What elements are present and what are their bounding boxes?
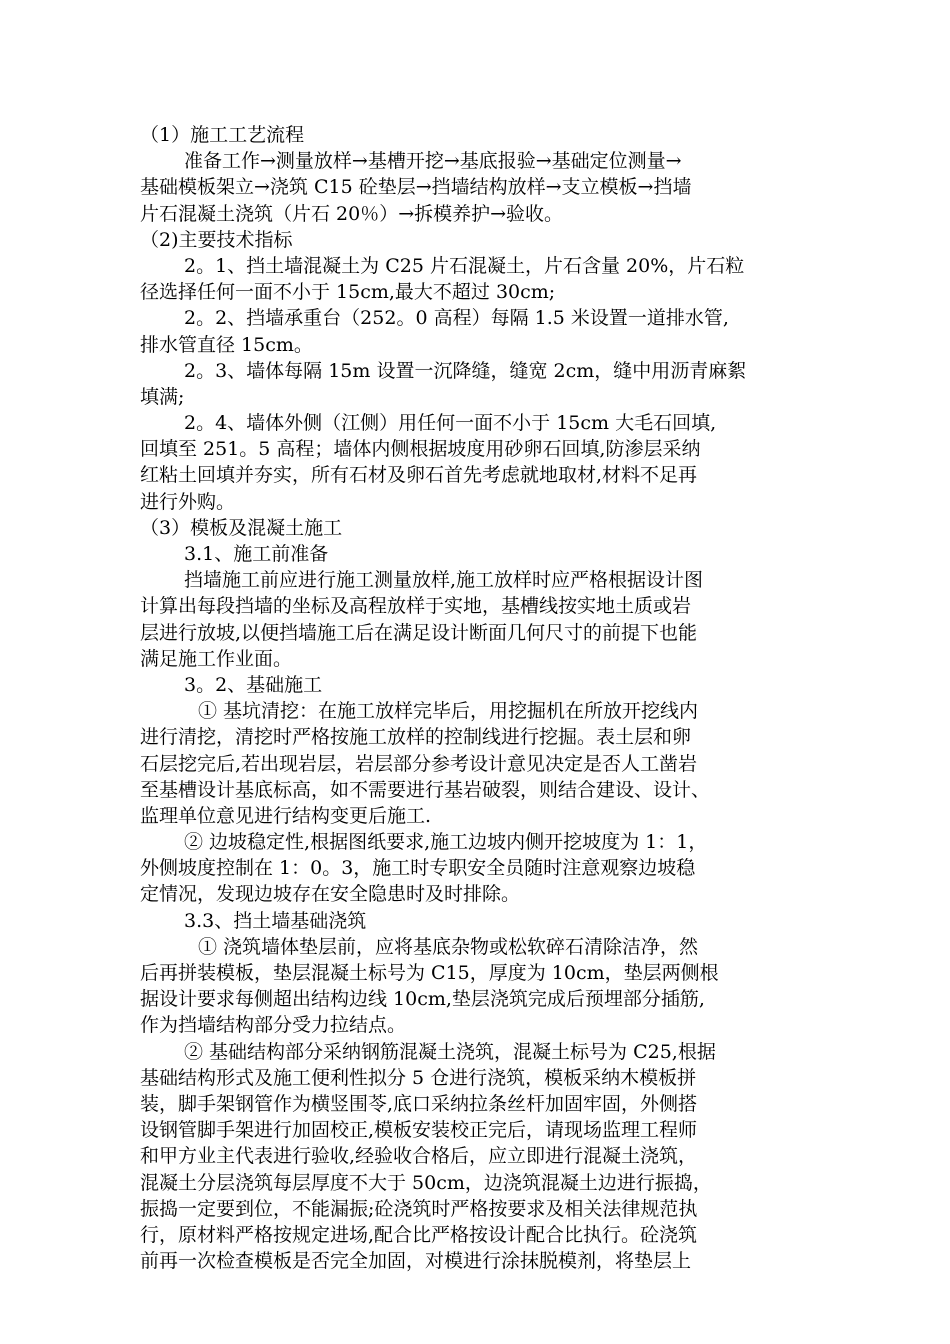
text-line: 据设计要求每侧超出结构边线 10cm,垫层浇筑完成后预埋部分插筋, <box>140 988 705 1011</box>
text-line: （3）模板及混凝土施工 <box>140 516 343 539</box>
text-line: 层进行放坡,以便挡墙施工后在满足设计断面几何尺寸的前提下也能 <box>140 621 698 644</box>
text-line: 监理单位意见进行结构变更后施工. <box>140 804 432 827</box>
text-line: 和甲方业主代表进行验收,经验收合格后，应立即进行混凝土浇筑， <box>140 1145 698 1168</box>
text-line: 基础结构形式及施工便利性拟分 5 仓进行浇筑，模板采纳木模板拼 <box>140 1066 697 1089</box>
text-line: 径选择任何一面不小于 15cm,最大不超过 30cm; <box>140 281 556 304</box>
text-line: 2。1、挡土墙混凝土为 C25 片石混凝土，片石含量 20%，片石粒 <box>184 254 745 277</box>
document-body <box>140 122 830 1274</box>
text-line: 进行外购。 <box>140 490 236 513</box>
text-line: 2。4、墙体外侧（江侧）用任何一面不小于 15cm 大毛石回填, <box>184 412 717 435</box>
text-line: 设钢管脚手架进行加固校正,模板安装校正完后，请现场监理工程师 <box>140 1119 698 1142</box>
text-line: （2)主要技术指标 <box>140 228 293 251</box>
text-line: ② 基础结构部分采纳钢筋混凝土浇筑，混凝土标号为 C25,根据 <box>184 1040 716 1063</box>
text-line: ② 边坡稳定性,根据图纸要求,施工边坡内侧开挖坡度为 1：1， <box>184 831 708 854</box>
text-line: 3.1、施工前准备 <box>184 543 329 565</box>
text-line: （1）施工工艺流程 <box>140 124 305 146</box>
text-line: 2。3、墙体每隔 15m 设置一沉降缝，缝宽 2cm，缝中用沥青麻絮 <box>184 359 747 382</box>
text-line: 石层挖完后,若出现岩层，岩层部分参考设计意见决定是否人工凿岩 <box>140 752 698 775</box>
text-line: 振捣一定要到位，不能漏振;砼浇筑时严格按要求及相关法律规范执 <box>140 1197 698 1220</box>
text-line: 3。2、基础施工 <box>184 673 323 696</box>
text-line: 排水管直径 15cm。 <box>140 333 313 356</box>
text-line: 后再拼装模板，垫层混凝土标号为 C15，厚度为 10cm，垫层两侧根 <box>140 962 719 984</box>
text-line: 回填至 251。5 高程；墙体内侧根据坡度用砂卵石回填,防渗层采纳 <box>140 438 701 461</box>
text-line: 计算出每段挡墙的坐标及高程放样于实地，基槽线按实地土质或岩 <box>140 595 692 618</box>
text-line: 行，原材料严格按规定进场,配合比严格按设计配合比执行。砼浇筑 <box>140 1223 698 1246</box>
text-line: ① 浇筑墙体垫层前，应将基底杂物或松软碎石清除洁净，然 <box>198 935 699 958</box>
text-line: 基础模板架立→浇筑 C15 砼垫层→挡墙结构放样→支立模板→挡墙 <box>140 176 692 199</box>
text-line: 外侧坡度控制在 1：0。3，施工时专职安全员随时注意观察边坡稳 <box>140 857 696 880</box>
text-line: 片石混凝土浇筑（片石 20％）→拆模养护→验收。 <box>140 202 564 225</box>
text-line: 红粘土回填并夯实，所有石材及卵石首先考虑就地取材,材料不足再 <box>140 464 698 487</box>
text-line: 前再一次检查模板是否完全加固，对模进行涂抹脱模剂，将垫层上 <box>140 1250 692 1273</box>
text-line: 作为挡墙结构部分受力拉结点。 <box>140 1014 407 1037</box>
text-line: 挡墙施工前应进行施工测量放样,施工放样时应严格根据设计图 <box>184 569 704 592</box>
text-line: 满足施工作业面。 <box>140 647 293 670</box>
text-line: 混凝土分层浇筑每层厚度不大于 50cm，边浇筑混凝土边进行振捣， <box>140 1171 712 1194</box>
text-line: 准备工作→测量放样→基槽开挖→基底报验→基础定位测量→ <box>184 150 682 173</box>
text-line: 装，脚手架钢管作为横竖围苓,底口采纳拉条丝杆加固牢固，外侧搭 <box>140 1092 698 1115</box>
text-line: 进行清挖，清挖时严格按施工放样的控制线进行挖掘。表土层和卵 <box>140 726 692 749</box>
text-line: 填满; <box>140 385 185 408</box>
text-line: 至基槽设计基底标高，如不需要进行基岩破裂，则结合建设、设计、 <box>140 778 711 801</box>
text-line: ① 基坑清挖：在施工放样完毕后，用挖掘机在所放开挖线内 <box>198 700 699 723</box>
text-line: 3.3、挡土墙基础浇筑 <box>184 909 367 932</box>
text-line: 2。2、挡墙承重台（252。0 高程）每隔 1.5 米设置一道排水管, <box>184 307 729 330</box>
text-line: 定情况，发现边坡存在安全隐患时及时排除。 <box>140 883 521 906</box>
